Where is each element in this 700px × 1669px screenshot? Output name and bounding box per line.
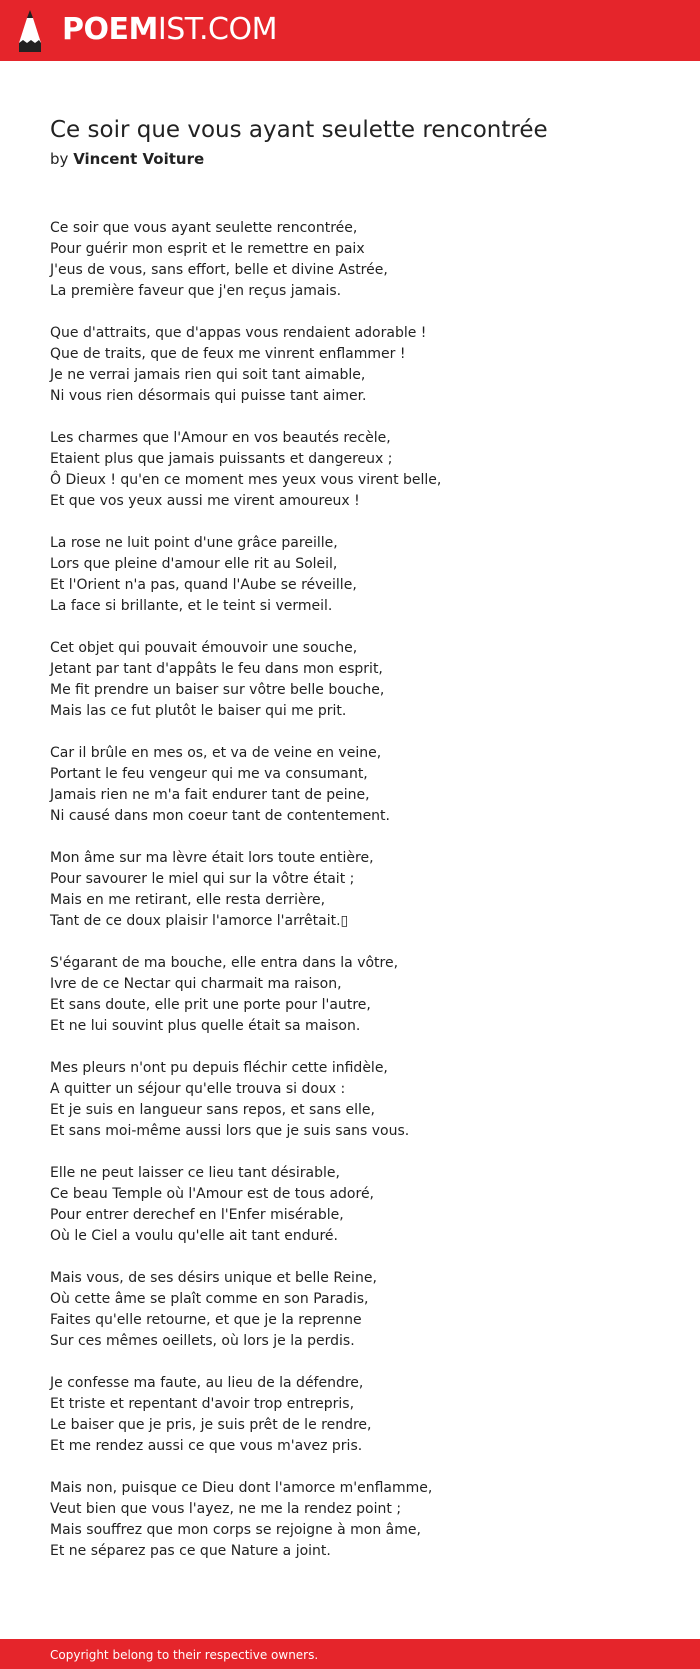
- poem-line: Faites qu'elle retourne, et que je la reprenne: [50, 1312, 362, 1328]
- stanza: [50, 1163, 650, 1247]
- stanza: [50, 428, 650, 512]
- poem-title: Ce soir que vous ayant seulette rencontrée: [50, 117, 548, 143]
- poem-line: Et ne lui souvint plus quelle était sa maison.: [50, 1018, 361, 1034]
- poem-line: Que d'attraits, que d'appas vous rendaient adorable !: [50, 325, 427, 341]
- site-footer: [0, 1639, 700, 1669]
- poem-line: Cet objet qui pouvait émouvoir une souche,: [50, 640, 358, 656]
- poem-line: La face si brillante, et le teint si vermeil.: [50, 598, 333, 614]
- poem-line: Ivre de ce Nectar qui charmait ma raison,: [50, 976, 342, 992]
- stanza: [50, 743, 650, 827]
- poem-line: Et me rendez aussi ce que vous m'avez pris.: [50, 1438, 363, 1454]
- poem-line: Mais en me retirant, elle resta derrière,: [50, 892, 326, 908]
- by-label: by: [50, 150, 69, 168]
- poem-line: Et triste et repentant d'avoir trop entrepris,: [50, 1396, 355, 1412]
- poem-line: Ô Dieux ! qu'en ce moment mes yeux vous virent belle,: [50, 472, 442, 488]
- poem-line: Et que vos yeux aussi me virent amoureux !: [50, 493, 360, 509]
- logo-bold-text: POEM: [62, 12, 158, 47]
- poem-line: Mon âme sur ma lèvre était lors toute entière,: [50, 850, 374, 866]
- poem-line: Et l'Orient n'a pas, quand l'Aube se réveille,: [50, 577, 357, 593]
- poem-line: Mais vous, de ses désirs unique et belle Reine,: [50, 1270, 377, 1286]
- poem-line: Ce soir que vous ayant seulette rencontrée,: [50, 220, 358, 236]
- stanza: [50, 1058, 650, 1142]
- poem-line: Et sans moi-même aussi lors que je suis sans vous.: [50, 1123, 410, 1139]
- site-logo[interactable]: [62, 13, 277, 47]
- author-name: Vincent Voiture: [73, 150, 205, 168]
- stanza: [50, 1373, 650, 1457]
- poem-line: Mais las ce fut plutôt le baiser qui me prit.: [50, 703, 347, 719]
- byline: [50, 148, 204, 170]
- poem-line: Elle ne peut laisser ce lieu tant désirable,: [50, 1165, 340, 1181]
- poem-line: Pour entrer derechef en l'Enfer misérable,: [50, 1207, 344, 1223]
- poem-line: Que de traits, que de feux me vinrent enflammer !: [50, 346, 406, 362]
- stanza: [50, 533, 650, 617]
- poem-line: Et sans doute, elle prit une porte pour l'autre,: [50, 997, 371, 1013]
- poem-line: Pour guérir mon esprit et le remettre en paix: [50, 241, 365, 257]
- stanza: [50, 1268, 650, 1352]
- poem-line: Lors que pleine d'amour elle rit au Soleil,: [50, 556, 338, 572]
- poem-line: Jamais rien ne m'a fait endurer tant de peine,: [50, 787, 370, 803]
- copyright-text: Copyright belong to their respective owners.: [50, 1648, 319, 1662]
- poem-line: Portant le feu vengeur qui me va consumant,: [50, 766, 368, 782]
- poem-line: S'égarant de ma bouche, elle entra dans la vôtre,: [50, 955, 399, 971]
- poem-line: Jetant par tant d'appâts le feu dans mon esprit,: [50, 661, 383, 677]
- pencil-icon[interactable]: [18, 10, 42, 52]
- poem-line: Veut bien que vous l'ayez, ne me la rendez point ;: [50, 1501, 402, 1517]
- stanza: [50, 953, 650, 1037]
- poem-line: Mais souffrez que mon corps se rejoigne à mon âme,: [50, 1522, 421, 1538]
- stanza: [50, 848, 650, 932]
- poem-line: Les charmes que l'Amour en vos beautés recèle,: [50, 430, 391, 446]
- poem-line: Je confesse ma faute, au lieu de la défendre,: [50, 1375, 364, 1391]
- poem-line: Tant de ce doux plaisir l'amorce l'arrêtait.▯: [50, 913, 349, 929]
- poem-body: [50, 218, 650, 1583]
- stanza: [50, 1478, 650, 1562]
- poem-line: Car il brûle en mes os, et va de veine en veine,: [50, 745, 382, 761]
- poem-line: A quitter un séjour qu'elle trouva si doux :: [50, 1081, 346, 1097]
- poem-line: Et je suis en langueur sans repos, et sans elle,: [50, 1102, 375, 1118]
- poem-line: Ni vous rien désormais qui puisse tant aimer.: [50, 388, 367, 404]
- site-header: [0, 0, 700, 61]
- poem-line: Me fit prendre un baiser sur vôtre belle bouche,: [50, 682, 385, 698]
- poem-line: Ce beau Temple où l'Amour est de tous adoré,: [50, 1186, 375, 1202]
- poem-line: Ni causé dans mon coeur tant de contentement.: [50, 808, 390, 824]
- poem-line: La rose ne luit point d'une grâce pareille,: [50, 535, 338, 551]
- poem-line: Etaient plus que jamais puissants et dangereux ;: [50, 451, 393, 467]
- poem-line: J'eus de vous, sans effort, belle et divine Astrée,: [50, 262, 388, 278]
- poem-line: Et ne séparez pas ce que Nature a joint.: [50, 1543, 331, 1559]
- poem-line: Pour savourer le miel qui sur la vôtre était ;: [50, 871, 355, 887]
- stanza: [50, 218, 650, 302]
- poem-line: Mes pleurs n'ont pu depuis fléchir cette infidèle,: [50, 1060, 388, 1076]
- poem-line: La première faveur que j'en reçus jamais.: [50, 283, 342, 299]
- poem-line: Sur ces mêmes oeillets, où lors je la perdis.: [50, 1333, 355, 1349]
- poem-line: Le baiser que je pris, je suis prêt de le rendre,: [50, 1417, 372, 1433]
- poem-line: Où cette âme se plaît comme en son Paradis,: [50, 1291, 369, 1307]
- poem-line: Je ne verrai jamais rien qui soit tant aimable,: [50, 367, 366, 383]
- logo-light-text: IST.COM: [157, 12, 277, 47]
- poem-line: Où le Ciel a voulu qu'elle ait tant enduré.: [50, 1228, 338, 1244]
- stanza: [50, 638, 650, 722]
- poem-line: Mais non, puisque ce Dieu dont l'amorce m'enflamme,: [50, 1480, 433, 1496]
- stanza: [50, 323, 650, 407]
